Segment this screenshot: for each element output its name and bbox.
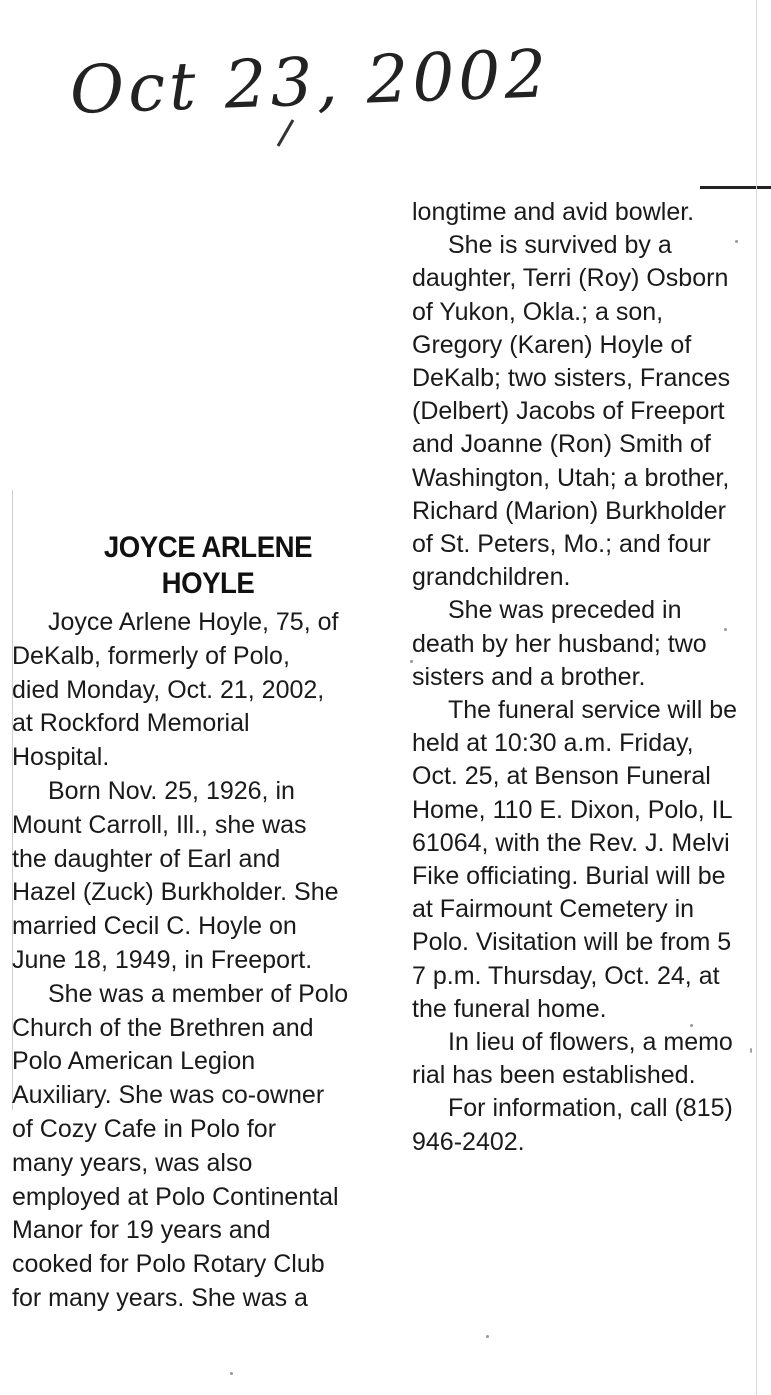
text-line: Hazel (Zuck) Burkholder. She: [12, 878, 339, 907]
text-line: Manor for 19 years and: [12, 1216, 271, 1245]
text-line: Church of the Brethren and: [12, 1013, 314, 1042]
text-line: Mount Carroll, Ill., she was: [12, 810, 307, 839]
text-line: sisters and a brother.: [412, 662, 646, 691]
text-line: Gregory (Karen) Hoyle of: [412, 330, 692, 359]
text-line: In lieu of flowers, a memo: [448, 1028, 733, 1057]
text-line: Richard (Marion) Burkholder: [412, 496, 727, 525]
left-column: [12, 606, 392, 1316]
text-line: Washington, Utah; a brother,: [412, 463, 730, 492]
text-line: held at 10:30 a.m. Friday,: [412, 729, 694, 758]
text-line: (Delbert) Jacobs of Freeport: [412, 397, 725, 426]
text-line: of Yukon, Okla.; a son,: [412, 297, 664, 326]
text-line: Joyce Arlene Hoyle, 75, of: [48, 608, 339, 636]
speck: [230, 1372, 233, 1375]
text-line: DeKalb; two sisters, Frances: [412, 364, 731, 393]
text-line: Oct. 25, at Benson Funeral: [412, 762, 711, 791]
text-line: married Cecil C. Hoyle on: [12, 912, 297, 941]
text-line: the funeral home.: [412, 994, 607, 1023]
right-column: [412, 196, 767, 1159]
speck: [410, 660, 413, 663]
text-line: and Joanne (Ron) Smith of: [412, 430, 711, 459]
handwritten-date: Oct 23, 2002: [68, 35, 552, 129]
text-line: DeKalb, formerly of Polo,: [12, 641, 290, 670]
text-line: 946-2402.: [412, 1127, 525, 1156]
pen-stroke: [277, 119, 295, 146]
text-line: She was preceded in: [448, 596, 682, 625]
text-line: Hospital.: [12, 743, 110, 772]
text-line: For information, call (815): [448, 1094, 733, 1123]
text-line: Auxiliary. She was co-owner: [12, 1081, 325, 1110]
text-line: of Cozy Cafe in Polo for: [12, 1114, 277, 1143]
text-line: 7 p.m. Thursday, Oct. 24, at: [412, 961, 720, 990]
text-line: of St. Peters, Mo.; and four: [412, 530, 711, 559]
text-line: the daughter of Earl and: [12, 844, 281, 873]
text-line: Home, 110 E. Dixon, Polo, IL: [412, 795, 733, 824]
speck: [750, 1048, 752, 1053]
text-line: Born Nov. 25, 1926, in: [48, 776, 295, 805]
speck: [486, 1335, 489, 1338]
text-line: rial has been established.: [412, 1061, 696, 1090]
text-line: death by her husband; two: [412, 629, 707, 658]
text-line: Polo. Visitation will be from 5: [412, 928, 732, 957]
text-line: many years, was also: [12, 1148, 253, 1177]
text-line: Fike officiating. Burial will be: [412, 862, 726, 891]
text-line: She is survived by a: [448, 231, 672, 260]
text-line: grandchildren.: [412, 563, 571, 592]
text-line: Polo American Legion: [12, 1047, 256, 1076]
text-line: daughter, Terri (Roy) Osborn: [412, 264, 729, 293]
text-line: for many years. She was a: [12, 1283, 308, 1312]
obituary-headline-line2: HOYLE: [161, 567, 255, 600]
text-line: employed at Polo Continental: [12, 1182, 339, 1211]
text-line: 61064, with the Rev. J. Melvi: [412, 828, 730, 857]
speck: [735, 240, 738, 243]
speck: [690, 1024, 693, 1027]
speck: [724, 628, 727, 631]
text-line: died Monday, Oct. 21, 2002,: [12, 675, 325, 704]
text-line: longtime and avid bowler.: [412, 198, 695, 226]
obituary-headline-line1: JOYCE ARLENE: [103, 531, 313, 564]
text-line: The funeral service will be: [448, 696, 738, 725]
column-rule: [700, 186, 771, 189]
text-line: She was a member of Polo: [48, 979, 349, 1008]
text-line: cooked for Polo Rotary Club: [12, 1250, 325, 1279]
text-line: at Fairmount Cemetery in: [412, 895, 695, 924]
text-line: June 18, 1949, in Freeport.: [12, 945, 313, 974]
text-line: at Rockford Memorial: [12, 709, 250, 738]
